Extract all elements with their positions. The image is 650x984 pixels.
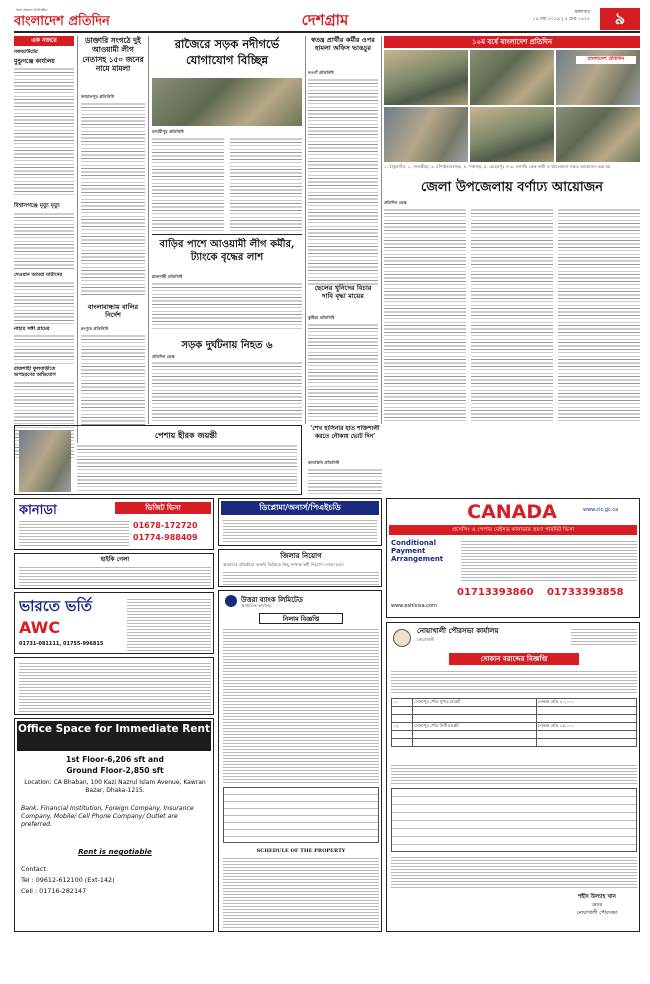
lead-body-right — [230, 136, 302, 231]
third-body — [152, 360, 302, 424]
anniversary-photo-4 — [384, 107, 468, 162]
anniversary-headline: জেলা উপজেলায় বর্ণাঢ্য আয়োজন — [420, 180, 604, 195]
ad-canada-phone-2: 01733393858 — [547, 587, 624, 598]
office-preferred: Bank, Financial Institution, Foreign Company, Insurance Company, Mobile/ Cell Phone Company/ Outlet are preferred. — [21, 805, 194, 828]
office-contact: Contact: — [21, 865, 49, 873]
lead-story — [152, 36, 302, 231]
cell-no: ০১ — [392, 699, 413, 707]
brief-headline: দেওয়ান আমরা ঘাটাদের — [14, 272, 63, 278]
lead-photo — [152, 78, 302, 126]
noakhali-emblem — [393, 629, 411, 647]
ad-bharat-brand: AWC — [19, 618, 61, 637]
cell-no: ০২ — [392, 723, 413, 731]
noakhali-tender-title: দোকান বরাদ্দের বিজ্ঞপ্তি — [449, 653, 579, 665]
cell-price: দোকান প্রতি ১৫,০০০ — [536, 723, 636, 731]
col2-body — [81, 101, 145, 296]
issue-day: মঙ্গলবার — [574, 10, 590, 15]
ad-study-banner: ডিপ্লোমা/অনার্স/পিএইচডি — [221, 501, 379, 515]
brief-body — [14, 333, 74, 365]
sign-title: মেয়র — [591, 902, 603, 908]
col4-body — [308, 77, 378, 286]
ad-canada-right — [386, 498, 640, 618]
ad-uttara-bank — [218, 590, 382, 932]
noakhali-signature — [557, 893, 637, 931]
ad-canada-left — [14, 498, 214, 550]
ad-study — [218, 498, 382, 546]
brief-headline: মুন্ডুগঞ্জে কার্যালয় — [14, 58, 55, 65]
ad-canada-phone-1: 01713393860 — [457, 587, 534, 598]
noakhali-conditions-2 — [391, 855, 637, 889]
ad-canada-line1: প্রসেসিং ও পেপার বেইসড কানাডার ভ্রমণ পারমিট ভিসা — [389, 525, 637, 535]
noakhali-conditions-1 — [391, 763, 637, 785]
obit-body — [77, 443, 297, 491]
column-divider — [148, 36, 149, 424]
ad-canada-visa: ভিজিট ভিসা — [115, 502, 211, 514]
col4-headline: স্বতন্ত্র প্রার্থীর কর্মীর ওপর হামলা অফিস ভাঙচুর — [311, 36, 375, 53]
office-tel: Tel : 09612-612100 (Ext-142) — [21, 876, 115, 884]
small-story — [308, 425, 382, 495]
noakhali-fee-table — [391, 788, 637, 852]
anniversary-photo-1 — [384, 50, 468, 105]
ad-job-text: আমাদের প্রতিষ্ঠানে জরুরি ভিত্তিতে কিছু সংখ্যক কর্মী নিয়োগ দেওয়া হবে। — [223, 562, 344, 567]
office-line1: 1st Floor-6,206 sft and — [66, 755, 164, 764]
third-byline: প্রতিদিন ডেস্ক — [152, 354, 175, 359]
col2-sub-byline: রংপুরে প্রতিনিধি — [81, 326, 109, 331]
ad-canada-right-body — [461, 539, 637, 583]
col4-byline: নওগাঁ প্রতিনিধি — [308, 70, 334, 75]
ad-job — [218, 549, 382, 587]
brief-body — [14, 211, 74, 269]
ad-canada-web: www.cic.gc.ca — [583, 507, 619, 513]
ad-noakhali — [386, 622, 640, 932]
col4-story — [308, 36, 378, 286]
bank-title: উত্তরা ব্যাংক লিমিটেড — [241, 596, 303, 604]
lead-body-left — [152, 136, 224, 231]
anniversary-photo-5 — [470, 107, 554, 162]
bank-logo-icon — [225, 595, 237, 607]
anniversary-section — [384, 36, 640, 424]
briefs-title-text: এক নজরে — [31, 37, 57, 44]
table-row — [392, 731, 637, 739]
anniversary-byline: প্রতিদিন ডেস্ক — [384, 200, 407, 205]
noakhali-memo — [571, 627, 637, 647]
sign-name: শহীদ উল্যাহ খান — [577, 894, 617, 900]
anniversary-photo-2 — [470, 50, 554, 105]
anniversary-photo-6 — [556, 107, 640, 162]
bank-schedule-body — [223, 856, 379, 930]
ad-canada-phone1: 01678-172720 — [133, 521, 198, 530]
brief-body — [14, 66, 74, 198]
obit-headline: পেশায় হীরক জয়ন্তী — [154, 430, 218, 440]
ad-notice-small — [14, 657, 214, 715]
table-row — [392, 715, 637, 723]
sign-org: নোয়াখালী পৌরসভা — [576, 910, 618, 916]
small-byline: কালকিনি প্রতিনিধি — [308, 460, 340, 465]
ad-bharat-title: ভারতে ভর্তি — [19, 597, 93, 615]
brief-body — [14, 280, 74, 324]
second-body — [152, 281, 302, 331]
brief-headline: নাহার সঙ্গী গ্রামের — [14, 326, 50, 332]
anniversary-banner — [384, 36, 640, 48]
bank-notice-title: নিলাম বিজ্ঞপ্তি — [259, 613, 343, 624]
col2-headline: ডাক্তারি সংগঠে দুই আওয়ামী লীগ নেতাসহ ১৫০ জনের নামে মামলা — [82, 36, 144, 74]
ad-canada-phone2: 01774-988409 — [133, 533, 198, 542]
obit-photo — [19, 430, 71, 492]
small-body — [308, 467, 382, 495]
anniversary-body-1 — [384, 207, 466, 423]
ad-job-title: জিলার নিয়োগ — [280, 551, 322, 560]
bank-schedule-title: SCHEDULE OF THE PROPERTY — [256, 848, 346, 854]
ad-canada-body — [19, 519, 129, 547]
cell-name: সোনাপুর পৌর সিটি মার্কেট — [413, 723, 537, 731]
lead-byline: মাদারীপুর প্রতিনিধি — [152, 129, 184, 134]
cell-name: সোনাপুর পৌর সুপার মার্কেট — [413, 699, 537, 707]
ad-hostel-body — [19, 565, 211, 588]
ad-notice-body — [19, 661, 211, 713]
bank-sub: আঞ্চলিক কার্যালয় — [241, 603, 272, 608]
second-byline: রাজশাহী প্রতিনিধি — [152, 274, 183, 279]
bank-notice-body — [223, 627, 379, 783]
third-story — [152, 338, 302, 424]
table-row — [392, 739, 637, 747]
anniversary-body-3 — [558, 207, 640, 423]
col2-story — [81, 36, 145, 296]
obit-box — [14, 425, 302, 495]
cell-price: দোকান প্রতি ২০,০০০ — [536, 699, 636, 707]
office-address: Location: CA Bhaban, 100 Kazi Nazrul Islam Avenue, Kawran Bazar, Dhaka-1215. — [24, 779, 206, 794]
small-headline: 'শেখ হাসিনার হাত শক্তিশালী করতে নৌকায় ভোট দিন' — [310, 425, 380, 440]
logo-text: বাংলাদেশ প্রতিদিন — [14, 14, 110, 26]
office-line2: Ground Floor-2,850 sft — [66, 766, 164, 775]
office-title: Office Space for Immediate Rent — [17, 721, 211, 751]
col4-headline2: ছেলের খুনিদের বিচার দাবি বৃদ্ধা মায়ের — [314, 284, 372, 301]
issue-date: ১৯ মার্চ ২০১৯ | ৫ চৈত্র ১৪২৫ — [532, 17, 590, 22]
col2-sub-headline: বাংলাবান্ধায় বালির নির্দেশ — [87, 303, 139, 320]
ad-canada-site: www.eshivisa.com — [391, 603, 437, 609]
table-row — [392, 723, 637, 731]
noakhali-intro — [391, 669, 637, 695]
story-rule — [152, 234, 302, 235]
brief-headline: রাজশাহী ফুলবাড়ীতে অপহরণের অভিযোগ — [14, 366, 56, 378]
second-headline: বাড়ির পাশে আওয়ামী লীগ কর্মীর, ট্যাংকে বৃদ্ধের লাশ — [159, 239, 295, 263]
noakhali-table — [391, 698, 637, 760]
office-rent: Rent is negotiable — [78, 847, 152, 856]
bank-table — [223, 787, 379, 843]
ad-bharat-body — [127, 597, 211, 651]
brief-headline: বিশ্বাসগঞ্জে মৃত্যু মৃত্যু — [14, 203, 60, 209]
column-divider — [77, 36, 78, 472]
ad-canada-big-title: CANADA — [467, 501, 557, 523]
anniversary-body-2 — [471, 207, 553, 423]
brief-headline: নকআউটের — [14, 49, 38, 55]
second-story — [152, 238, 302, 338]
noakhali-office: নোয়াখালী পৌরসভা কার্যালয় — [417, 626, 499, 635]
col2-sub-body — [81, 333, 145, 425]
ad-job-body — [223, 570, 379, 586]
column-divider — [305, 36, 306, 424]
ad-bharat-phone: 01731-081111, 01755-996815 — [19, 641, 104, 647]
ad-bharat — [14, 592, 214, 654]
lead-headline: রাজৈরে সড়ক নদীগর্ভে যোগাযোগ বিচ্ছিন্ন — [174, 37, 280, 67]
tender-table — [391, 698, 637, 747]
section-title: দেশগ্রাম — [301, 11, 349, 29]
briefs-title — [14, 36, 74, 46]
col4-byline2: কুষ্টিয়া প্রতিনিধি — [308, 315, 335, 320]
col2-substory — [81, 303, 145, 425]
col4-story2 — [308, 284, 378, 424]
table-row — [392, 699, 637, 707]
noakhali-district: নোয়াখালী — [417, 637, 435, 642]
table-row — [392, 707, 637, 715]
column-divider — [381, 36, 382, 424]
anniversary-photo-3 — [556, 50, 640, 105]
briefs-column — [14, 36, 74, 472]
anniversary-banner-text: ১০ম বর্ষে বাংলাদেশ প্রতিদিন — [471, 38, 552, 46]
ad-office-space — [14, 718, 214, 932]
ad-canada-title: কানাডা — [19, 503, 57, 517]
ad-study-body — [223, 518, 377, 544]
page-number: ৯ — [600, 8, 640, 30]
office-cell: Cell : 01716-282147 — [21, 887, 87, 895]
col2-byline: জামালপুর প্রতিনিধি — [81, 94, 114, 99]
ad-canada-conditional: Conditional Payment Arrangement — [391, 539, 444, 563]
logo-tagline: সত্য প্রকাশে আপসহীন — [16, 8, 48, 12]
ad-hostel — [14, 553, 214, 589]
ad-hostel-title: হাইকি গেলা — [100, 556, 130, 563]
anniversary-sign: বাংলাদেশ প্রতিদিন — [576, 56, 636, 64]
masthead-rule — [14, 31, 640, 33]
third-headline: সড়ক দুর্ঘটনায় নিহত ৬ — [181, 340, 273, 351]
masthead — [14, 8, 640, 30]
anniversary-caption: ১. ঠাকুরগাঁও, ২. সাতক্ষীরা, ৩. চাঁপাইনবাবগঞ্জ, ৪. পঞ্চগড়, ৫. মেহেরপুর ও ৬. নওগাঁয় কেক কাটা ও আলোচনা সভার আয়োজন করা হয় — [384, 164, 611, 169]
col4-body2 — [308, 322, 378, 422]
